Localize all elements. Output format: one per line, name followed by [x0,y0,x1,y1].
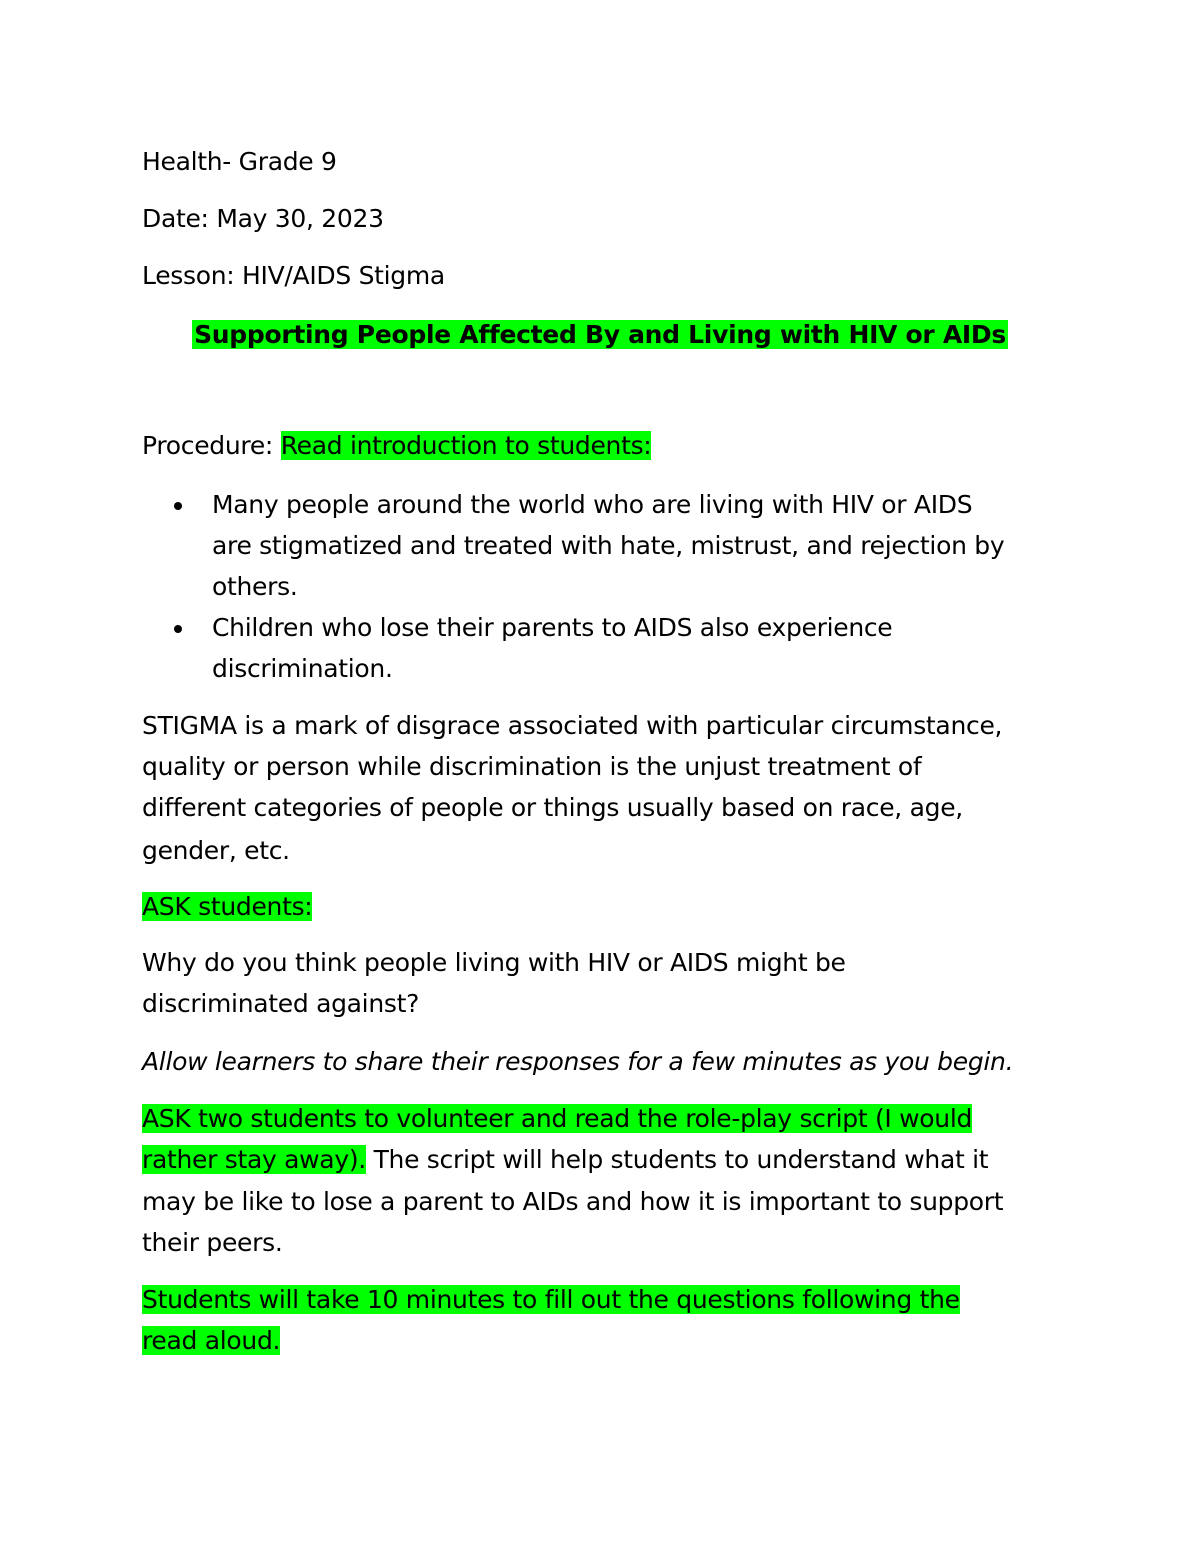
ask-students-line [142,890,312,924]
bullet-dot-1 [174,502,182,510]
subject-line: Health- Grade 9 [142,147,337,176]
ask-students-text: ASK students: [142,892,313,921]
date-line: Date: May 30, 2023 [142,204,384,233]
stigma-line-3: different categories of people or things usually based on race, age, [142,793,963,822]
final-highlight-1: Students will take 10 minutes to fill out the questions following the [142,1285,960,1314]
stigma-line-1: STIGMA is a mark of disgrace associated with particular circumstance, [142,711,1003,740]
roleplay-rest-2: The script will help students to understand what it [365,1145,989,1174]
final-line-1 [142,1283,960,1317]
question-line-2: discriminated against? [142,989,420,1018]
bullet-1-line-1: Many people around the world who are living with HIV or AIDS [212,490,973,519]
bullet-dot-2 [174,625,182,633]
roleplay-line-4: their peers. [142,1228,283,1257]
final-highlight-2: read aloud. [142,1326,281,1355]
roleplay-highlight-1: ASK two students to volunteer and read the role-play script (I would [142,1104,973,1133]
page-title [0,317,1200,353]
procedure-instruction: Read introduction to students: [280,431,652,460]
roleplay-line-3: may be like to lose a parent to AIDs and how it is important to support [142,1187,1004,1216]
stigma-line-2: quality or person while discrimination is the unjust treatment of [142,752,922,781]
bullet-2-line-1: Children who lose their parents to AIDS also experience [212,613,893,642]
lesson-line: Lesson: HIV/AIDS Stigma [142,261,445,290]
roleplay-line-2 [142,1143,988,1177]
allow-note: Allow learners to share their responses for a few minutes as you begin. [142,1047,1014,1076]
procedure-line [142,429,651,463]
bullet-2-line-2: discrimination. [212,654,393,683]
bullet-1-line-3: others. [212,572,298,601]
procedure-label: Procedure: [142,431,281,460]
question-line-1: Why do you think people living with HIV or AIDS might be [142,948,846,977]
final-line-2 [142,1324,280,1358]
bullet-1-line-2: are stigmatized and treated with hate, mistrust, and rejection by [212,531,1005,560]
stigma-line-4: gender, etc. [142,836,290,865]
roleplay-line-1 [142,1102,972,1136]
page-title-text: Supporting People Affected By and Living with HIV or AIDs [194,320,1006,349]
roleplay-highlight-2: rather stay away). [142,1145,366,1174]
